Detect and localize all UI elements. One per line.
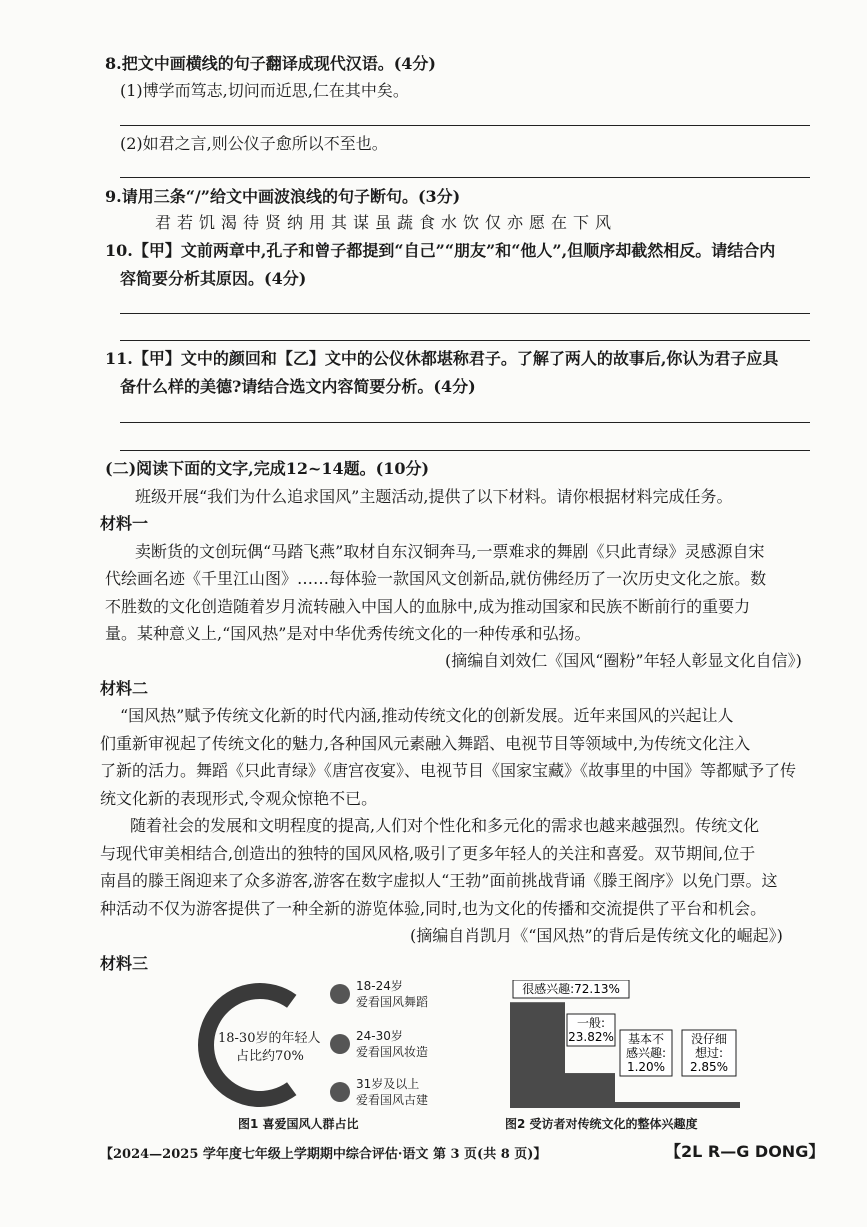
ancient-building-icon [330, 1082, 350, 1102]
material-2-label: 材料二 [100, 679, 149, 698]
data-label: 1.20% [626, 1060, 666, 1074]
legend-desc: 爱看国风妆造 [356, 1045, 429, 1059]
material-1-line: 量。某种意义上,“国风热”是对中华优秀传统文化的一种传承和弘扬。 [105, 624, 591, 643]
question-8-sentence-1: (1)博学而笃志,切问而近思,仁在其中矣。 [120, 81, 409, 100]
question-11-line-2: 备什么样的美德?请结合选文内容简要分析。(4分) [120, 377, 476, 396]
material-2-line: 了新的活力。舞蹈《只此青绿》《唐宫夜宴》、电视节目《国家宝藏》《故事里的中国》等都赋予了传 [100, 761, 797, 780]
answer-line [120, 177, 810, 178]
answer-line [120, 125, 810, 126]
legend-desc: 爱看国风舞蹈 [356, 995, 429, 1009]
data-label: 2.85% [689, 1060, 729, 1074]
material-2-line: “国风热”赋予传统文化新的时代内涵,推动传统文化的创新发展。近年来国风的兴起让人 [120, 706, 734, 725]
material-1-source: (摘编自刘效仁《国风“圈粉”年轻人彰显文化自信》) [445, 651, 802, 670]
data-label: 想过: [694, 1046, 724, 1060]
material-2-line: 南昌的滕王阁迎来了众多游客,游客在数字虚拟人“王勃”面前挑战背诵《滕王阁序》以免门票。这 [100, 871, 778, 890]
question-8-title: 8.把文中画横线的句子翻译成现代汉语。(4分) [105, 54, 436, 73]
material-1-label: 材料一 [100, 514, 149, 533]
question-11-line-1: 11.【甲】文中的颜回和【乙】文中的公仪休都堪称君子。了解了两人的故事后,你认为君子应具 [105, 349, 779, 368]
question-9-sentence: 君若饥渴待贤纳用其谋虽蔬食水饮仅亦愿在下风 [155, 213, 618, 232]
data-label: 没仔细 [690, 1032, 728, 1046]
question-9-title: 9.请用三条“/”给文中画波浪线的句子断句。(3分) [105, 187, 461, 206]
answer-line [120, 450, 810, 451]
material-2-line: 随着社会的发展和文明程度的提高,人们对个性化和多元化的需求也越来越强烈。传统文化 [130, 816, 760, 835]
material-1-line: 代绘画名迹《千里江山图》……每体验一款国风文创新品,就仿佛经历了一次历史文化之旅。数 [105, 569, 767, 588]
question-8-sentence-2: (2)如君之言,则公仪子愈所以不至也。 [120, 134, 388, 153]
data-label: 很感兴趣:72.13% [522, 982, 620, 996]
bar-4 [675, 1102, 740, 1108]
data-label: 23.82% [568, 1030, 614, 1044]
data-label: 一般: [576, 1016, 606, 1030]
dancer-icon [330, 984, 350, 1004]
answer-line [120, 340, 810, 341]
material-1-line: 不胜数的文化创造随着岁月流转融入中国人的血脉中,成为推动国家和民族不断前行的重要力 [105, 597, 751, 616]
bar-3 [615, 1102, 675, 1108]
material-2-line: 种活动不仅为游客提供了一种全新的游览体验,同时,也为文化的传播和交流提供了平台和机会。 [100, 899, 767, 918]
material-1-line: 卖断货的文创玩偶“马踏飞燕”取材自东汉铜奔马,一票难求的舞剧《只此青绿》灵感源自宋 [135, 542, 765, 561]
material-2-source: (摘编自肖凯月《“国风热”的背后是传统文化的崛起》) [410, 926, 783, 945]
material-2-line: 与现代审美相结合,创造出的独特的国风风格,吸引了更多年轻人的关注和喜爱。双节期间,位于 [100, 844, 756, 863]
figure-1-legend-item [330, 978, 428, 1010]
makeup-icon [330, 1034, 350, 1054]
figure-2-bar-chart [505, 980, 750, 1110]
bar-1 [510, 1002, 565, 1108]
section-2-title: (二)阅读下面的文字,完成12~14题。(10分) [105, 459, 430, 478]
figure-1-center-label-1: 18-30岁的年轻人 [218, 1031, 321, 1046]
bar-2 [565, 1073, 615, 1108]
answer-line [120, 313, 810, 314]
figure-1-center-label-2: 占比约70% [236, 1049, 304, 1064]
answer-line [120, 422, 810, 423]
data-label: 感兴趣: [625, 1046, 667, 1060]
material-2-line: 们重新审视起了传统文化的魅力,各种国风元素融入舞蹈、电视节目等领域中,为传统文化注入 [100, 734, 751, 753]
figure-2-caption: 图2 受访者对传统文化的整体兴趣度 [505, 1117, 698, 1131]
legend-age: 31岁及以上 [356, 1077, 420, 1091]
material-2-line: 统文化新的表现形式,令观众惊艳不已。 [100, 789, 378, 808]
figure-1-legend-item [330, 1028, 428, 1060]
material-3-label: 材料三 [100, 954, 149, 973]
figure-1-legend-item [330, 1076, 428, 1108]
question-10-line-1: 10.【甲】文前两章中,孔子和曾子都提到“自己”“朋友”和“他人”,但顺序却截然相反。请结合内 [105, 241, 776, 260]
legend-age: 18-24岁 [356, 979, 403, 993]
section-2-intro: 班级开展“我们为什么追求国风”主题活动,提供了以下材料。请你根据材料完成任务。 [135, 487, 733, 506]
page-footer: 【2024—2025 学年度七年级上学期期中综合评估·语文 第 3 页(共 8 页)】 [100, 1147, 547, 1162]
data-label: 基本不 [627, 1032, 665, 1046]
legend-age: 24-30岁 [356, 1029, 403, 1043]
figure-1-caption: 图1 喜爱国风人群占比 [238, 1117, 359, 1131]
legend-desc: 爱看国风古建 [356, 1093, 429, 1107]
question-10-line-2: 容简要分析其原因。(4分) [120, 269, 307, 288]
exam-code: 【2L R—G DONG】 [665, 1142, 825, 1161]
